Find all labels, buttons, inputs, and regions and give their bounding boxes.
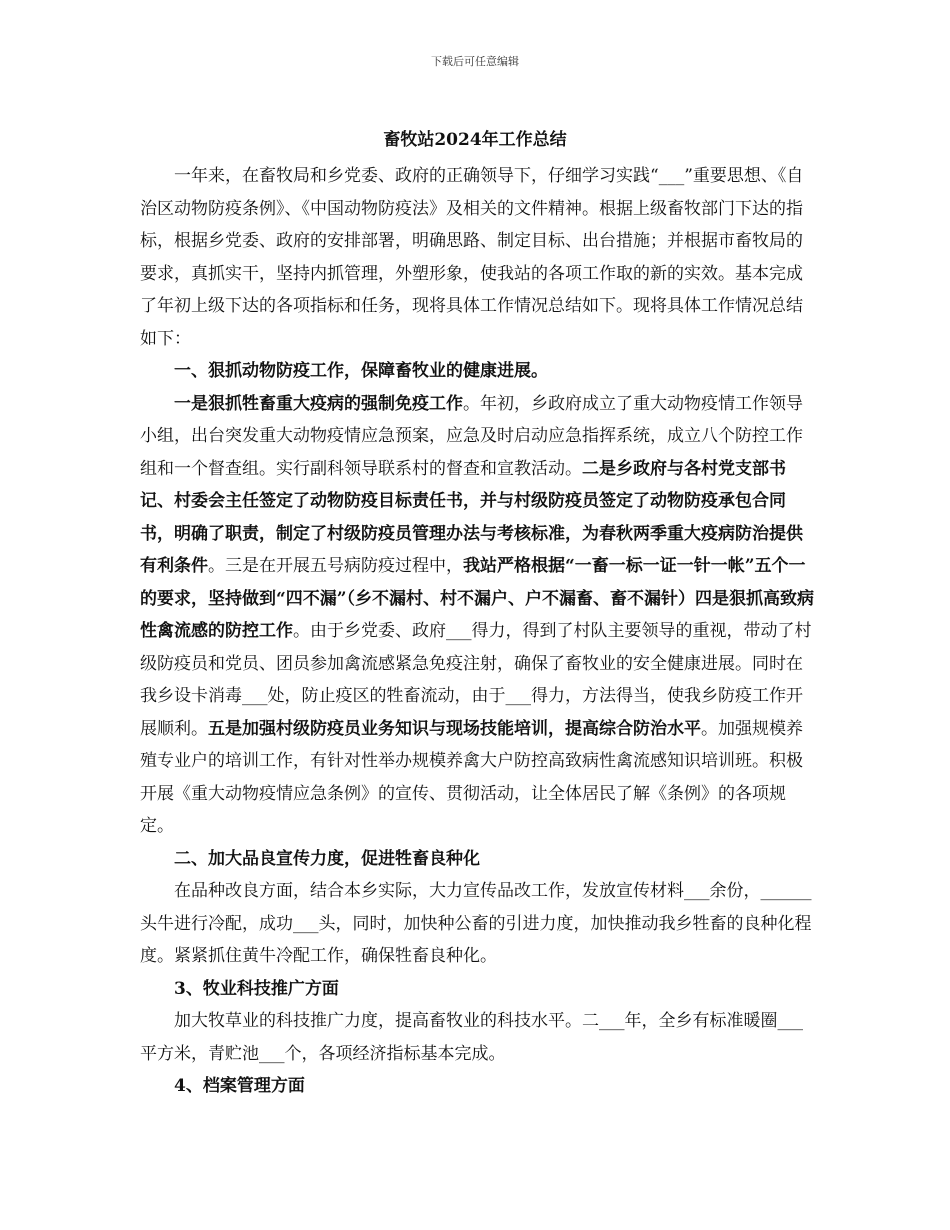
intro-paragraph: 一年来，在畜牧局和乡党委、政府的正确领导下，仔细学习实践“___”重要思想、《自治区动物防疫条例》、《中国动物防疫法》及相关的文件精神。根据上级畜牧部门下达的指标，根据乡党委、政府的安排部署，明确思路、制定目标、出台措施；并根据市畜牧局的要求，真抓实干，坚持内抓管理，外塑形象，使我站的各项工作取的新的实效。基本完成了年初上级下达的各项指标和任务，现将具体工作情况总结如下。现将具体工作情况总结如下：	[140, 166, 804, 349]
section-3-heading: 3、牧业科技推广方面	[174, 978, 339, 999]
document-body	[140, 160, 816, 1103]
section-4-heading: 4、档案管理方面	[174, 1076, 305, 1096]
section-3-paragraph: 加大牧草业的科技推广力度，提高畜牧业的科技水平。二___年，全乡有标准暖圈___平方米，青贮池___个，各项经济指标基本完成。	[140, 1011, 803, 1064]
document-title: 畜牧站2024年工作总结	[383, 130, 567, 150]
point-1-bold: 一是狠抓牲畜重大疫病的强制免疫工作	[174, 393, 463, 414]
point-5-text: 。加强规模养殖专业户的培训工作，有针对性举办规模养禽大户防控高致病性禽流感知识培训班。积极开展《重大动物疫情应急条例》的宣传、贯彻活动，让全体居民了解《条例》的各项规定。	[140, 718, 803, 836]
section-1-heading: 一、狠抓动物防疫工作，保障畜牧业的健康进展。	[174, 361, 548, 381]
section-1-paragraph	[140, 388, 816, 843]
point-3-plain: 。三是在开展五号病防疫过程中，	[208, 556, 463, 576]
section-2-paragraph: 在品种改良方面，结合本乡实际，大力宣传品改工作，发放宣传材料___余份，______头牛进行冷配，成功___头，同时，加快种公畜的引进力度，加快推动我乡牲畜的良种化程度。紧紧抓住黄牛冷配工作，确保牲畜良种化。	[140, 881, 812, 966]
point-1-text: 。年初，乡政府成立了重大动物疫情工作领导小组，出台突发重大动物疫情应急预案，应急及时启动应急指挥系统，成立八个防控工作组和一个督查组。实行副科领导联系村的督查和宣教活动。	[140, 393, 803, 479]
point-3-bold: 我站严格根据“一畜一标一证一针一帐”五个一的要求，坚持做到“四不漏”（乡不漏村、村不漏户、户不漏畜、畜不漏针）四是狠抓高致病性禽流感的防控工作	[140, 556, 815, 641]
point-4-text: 。由于乡党委、政府___得力，得到了村队主要领导的重视，带动了村级防疫员和党员、团员参加禽流感紧急免疫注射，确保了畜牧业的安全健康进展。同时在我乡设卡消毒___处，防止疫区的牲畜流动，由于___得力，方法得当，使我乡防疫工作开展顺利。	[140, 621, 812, 739]
page-header-note: 下载后可任意编辑	[431, 55, 519, 68]
point-5-bold: 五是加强村级防疫员业务知识与现场技能培训，提高综合防治水平	[208, 718, 701, 739]
point-2-bold: 二是乡政府与各村党支部书记、村委会主任签定了动物防疫目标责任书，并与村级防疫员签定了动物防疫承包合同书，明确了职责，制定了村级防疫员管理办法与考核标准，为春秋两季重大疫病防治提供有利条件	[140, 458, 803, 576]
section-2-heading: 二、加大品良宣传力度，促进牲畜良种化	[174, 848, 480, 869]
